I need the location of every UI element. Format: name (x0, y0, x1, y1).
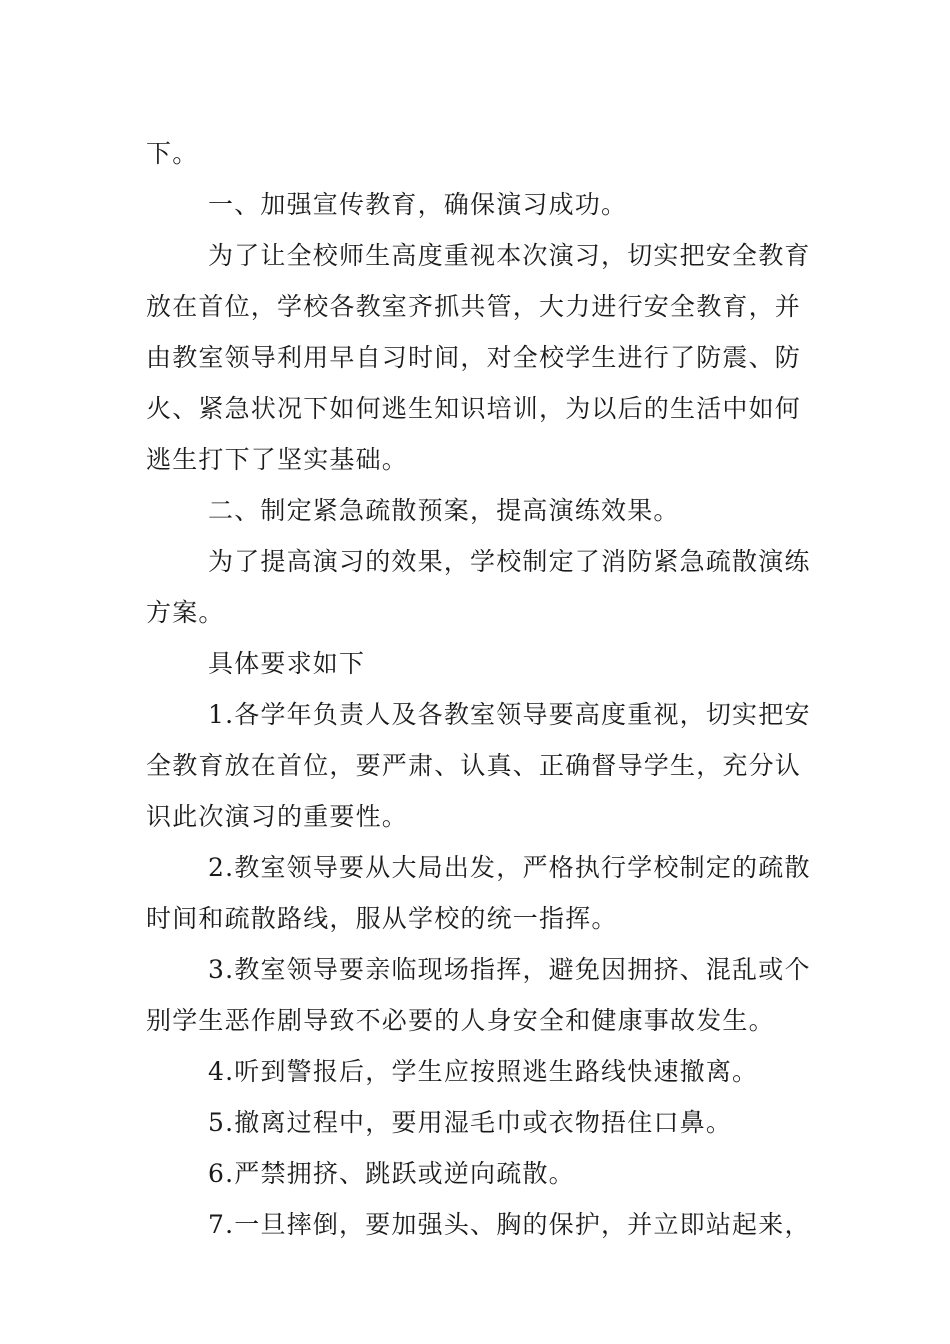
text-line: 7.一旦摔倒，要加强头、胸的保护，并立即站起来， (208, 1210, 811, 1239)
text-line: 火、紧急状况下如何逃生知识培训，为以后的生活中如何 (146, 394, 802, 423)
text-line: 6.严禁拥挤、跳跃或逆向疏散。 (208, 1159, 575, 1188)
text-line: 逃生打下了坚实基础。 (146, 445, 409, 474)
document-body (146, 128, 811, 1250)
text-line: 识此次演习的重要性。 (146, 802, 409, 831)
text-line: 下。 (146, 139, 199, 168)
text-line: 一、加强宣传教育，确保演习成功。 (208, 190, 628, 219)
text-line: 3.教室领导要亲临现场指挥，避免因拥挤、混乱或个 (208, 955, 811, 984)
text-line: 方案。 (146, 598, 225, 627)
text-line: 时间和疏散路线，服从学校的统一指挥。 (146, 904, 618, 933)
text-line: 2.教室领导要从大局出发，严格执行学校制定的疏散 (208, 853, 811, 882)
text-line: 放在首位，学校各教室齐抓共管，大力进行安全教育，并 (146, 292, 802, 321)
text-line: 5.撤离过程中，要用湿毛巾或衣物捂住口鼻。 (208, 1108, 733, 1137)
text-line: 具体要求如下 (208, 649, 366, 678)
text-line: 全教育放在首位，要严肃、认真、正确督导学生，充分认 (146, 751, 802, 780)
text-line: 二、制定紧急疏散预案，提高演练效果。 (208, 496, 680, 525)
text-line: 为了提高演习的效果，学校制定了消防紧急疏散演练 (208, 547, 811, 576)
text-line: 由教室领导利用早自习时间，对全校学生进行了防震、防 (146, 343, 802, 372)
text-line: 1.各学年负责人及各教室领导要高度重视，切实把安 (208, 700, 811, 729)
text-line: 4.听到警报后，学生应按照逃生路线快速撤离。 (208, 1057, 759, 1086)
text-line: 为了让全校师生高度重视本次演习，切实把安全教育 (208, 241, 811, 270)
text-line: 别学生恶作剧导致不必要的人身安全和健康事故发生。 (146, 1006, 775, 1035)
